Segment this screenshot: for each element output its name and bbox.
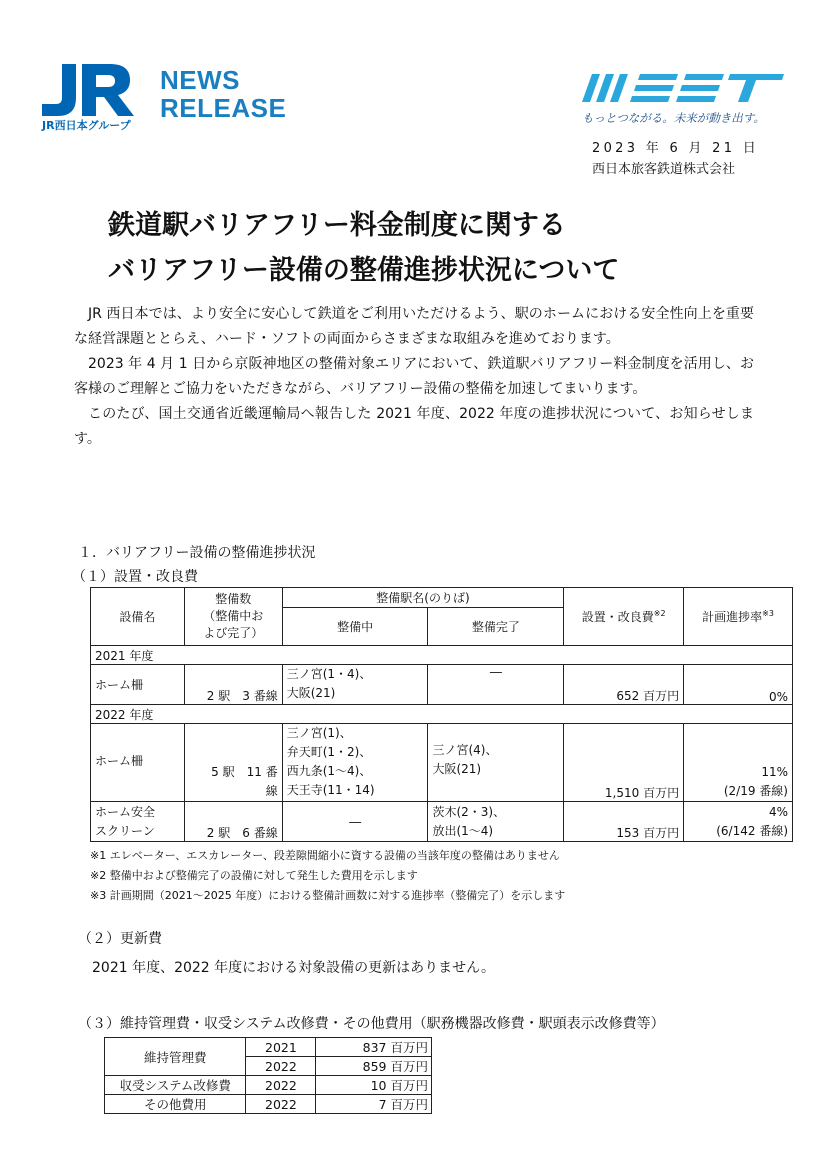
intro-paragraph: 2023 年 4 月 1 日から京阪神地区の整備対象エリアにおいて、鉄道駅バリアフリー料金制度を活用し、お客様のご理解とご協力をいただきながら、バリアフリー設備の整備を加速してまいります。 — [74, 356, 754, 397]
stations-completed: ― — [428, 665, 564, 705]
news-release-heading — [160, 66, 286, 122]
rate-line: 4% — [768, 805, 788, 819]
header-in-progress: 整備中 — [282, 608, 428, 646]
jr-west-logo — [40, 62, 140, 132]
station-entry: 放出(1～4) — [432, 823, 494, 838]
station-entry: 弁天町(1・2)、 — [286, 745, 372, 759]
header-count-line: （整備中お — [203, 609, 264, 623]
subsection-2-heading: （２）更新費 — [78, 931, 162, 947]
stations-in-progress: ― — [282, 802, 428, 842]
header-cost-label: 設置・改良費 — [581, 610, 654, 624]
rate-value — [684, 724, 793, 802]
footnotes — [90, 846, 565, 906]
release-date: 2023 年 6 月 21 日 — [592, 141, 760, 156]
footnote-ref: ※3 — [762, 609, 774, 618]
equipment-count: 2 駅 3 番線 — [184, 665, 282, 705]
cost-amount: 859 百万円 — [316, 1057, 432, 1076]
footnote: ※3 計画期間（2021～2025 年度）における整備計画数に対する進捗率（整備完了）を示します — [90, 889, 566, 902]
year-row-2021: 2021 年度 — [91, 646, 793, 665]
progress-table — [90, 587, 793, 842]
station-entry: 茨木(2・3)、 — [432, 804, 506, 819]
header-stations: 整備駅名(のりば) — [282, 588, 564, 608]
cost-amount: 7 百万円 — [316, 1095, 432, 1114]
title-line-2: バリアフリー設備の整備進捗状況について — [108, 255, 620, 286]
west-logo — [578, 68, 790, 128]
stations-in-progress — [282, 665, 428, 705]
equipment-name: ホーム柵 — [91, 724, 185, 802]
cost-amount: 10 百万円 — [316, 1076, 432, 1095]
cost-year: 2021 — [246, 1038, 316, 1057]
name-line: スクリーン — [95, 823, 155, 838]
header-count-line: 整備数 — [215, 592, 252, 606]
station-entry: 三ノ宮(1・4)、 — [286, 667, 372, 681]
intro-paragraph: JR 西日本では、より安全に安心して鉄道をご利用いただけるよう、駅のホームにおける安全性向上を重要な経営課題ととらえ、ハード・ソフトの両面からさまざまな取組みを進めております。 — [74, 306, 754, 347]
equipment-name — [91, 802, 185, 842]
cost-year: 2022 — [246, 1076, 316, 1095]
count-line: 5 駅 11 番 — [211, 765, 278, 779]
rate-line: 11% — [761, 765, 788, 779]
station-entry: 天王寺(11・14) — [286, 783, 375, 797]
cost-value: 652 百万円 — [564, 665, 684, 705]
cost-category: 維持管理費 — [105, 1038, 246, 1076]
cost-value: 153 百万円 — [564, 802, 684, 842]
stations-in-progress — [282, 724, 428, 802]
title-line-1: 鉄道駅バリアフリー料金制度に関する — [108, 210, 566, 241]
rate-value — [684, 802, 793, 842]
header-cost — [564, 588, 684, 646]
stations-completed — [428, 802, 564, 842]
cost-value: 1,510 百万円 — [564, 724, 684, 802]
station-entry: 三ノ宮(1)、 — [286, 726, 352, 740]
stations-completed — [428, 724, 564, 802]
station-entry: 大阪(21) — [432, 762, 482, 776]
header-completed: 整備完了 — [428, 608, 564, 646]
subsection-3-heading: （３）維持管理費・収受システム改修費・その他費用（駅務機器改修費・駅頭表示改修費等） — [78, 1016, 665, 1032]
station-entry: 三ノ宮(4)、 — [432, 743, 498, 757]
intro-paragraph: このたび、国土交通省近畿運輸局へ報告した 2021 年度、2022 年度の進捗状況について、お知らせします。 — [74, 406, 754, 447]
news-line: NEWS — [160, 65, 240, 95]
cost-year: 2022 — [246, 1057, 316, 1076]
header-rate — [684, 588, 793, 646]
equipment-count: 2 駅 6 番線 — [184, 802, 282, 842]
west-tagline: もっとつながる。未来が動き出す。 — [582, 111, 765, 125]
name-line: ホーム安全 — [95, 804, 156, 819]
header-count — [184, 588, 282, 646]
page-title — [108, 203, 619, 293]
rate-line: (6/142 番線) — [716, 824, 788, 838]
subsection-1-heading: （１）設置・改良費 — [72, 569, 198, 585]
maintenance-cost-table — [104, 1037, 432, 1114]
release-line: RELEASE — [160, 93, 287, 123]
header-rate-label: 計画進捗率 — [702, 610, 763, 624]
header-equipment: 設備名 — [91, 588, 185, 646]
section-1-heading: １．バリアフリー設備の整備進捗状況 — [78, 545, 316, 561]
equipment-count — [184, 724, 282, 802]
station-entry: 大阪(21) — [286, 686, 336, 700]
jr-logo-text: JR西日本グループ — [42, 119, 131, 132]
header-count-line: よび完了） — [203, 626, 264, 640]
footnote: ※1 エレベーター、エスカレーター、段差隙間縮小に資する設備の当該年度の整備はありません — [90, 849, 560, 862]
intro-text — [74, 302, 754, 452]
cost-year: 2022 — [246, 1095, 316, 1114]
renewal-text: 2021 年度、2022 年度における対象設備の更新はありません。 — [92, 960, 495, 976]
footnote-ref: ※2 — [653, 609, 666, 618]
footnote: ※2 整備中および整備完了の設備に対して発生した費用を示します — [90, 869, 418, 882]
company-name: 西日本旅客鉄道株式会社 — [592, 162, 736, 177]
cost-category: その他費用 — [105, 1095, 246, 1114]
count-line: 線 — [265, 784, 278, 798]
cost-category: 収受システム改修費 — [105, 1076, 246, 1095]
equipment-name: ホーム柵 — [91, 665, 185, 705]
cost-amount: 837 百万円 — [316, 1038, 432, 1057]
rate-value: 0% — [684, 665, 793, 705]
rate-line: (2/19 番線) — [723, 784, 788, 798]
year-row-2022: 2022 年度 — [91, 705, 793, 724]
station-entry: 西九条(1～4)、 — [286, 764, 372, 778]
